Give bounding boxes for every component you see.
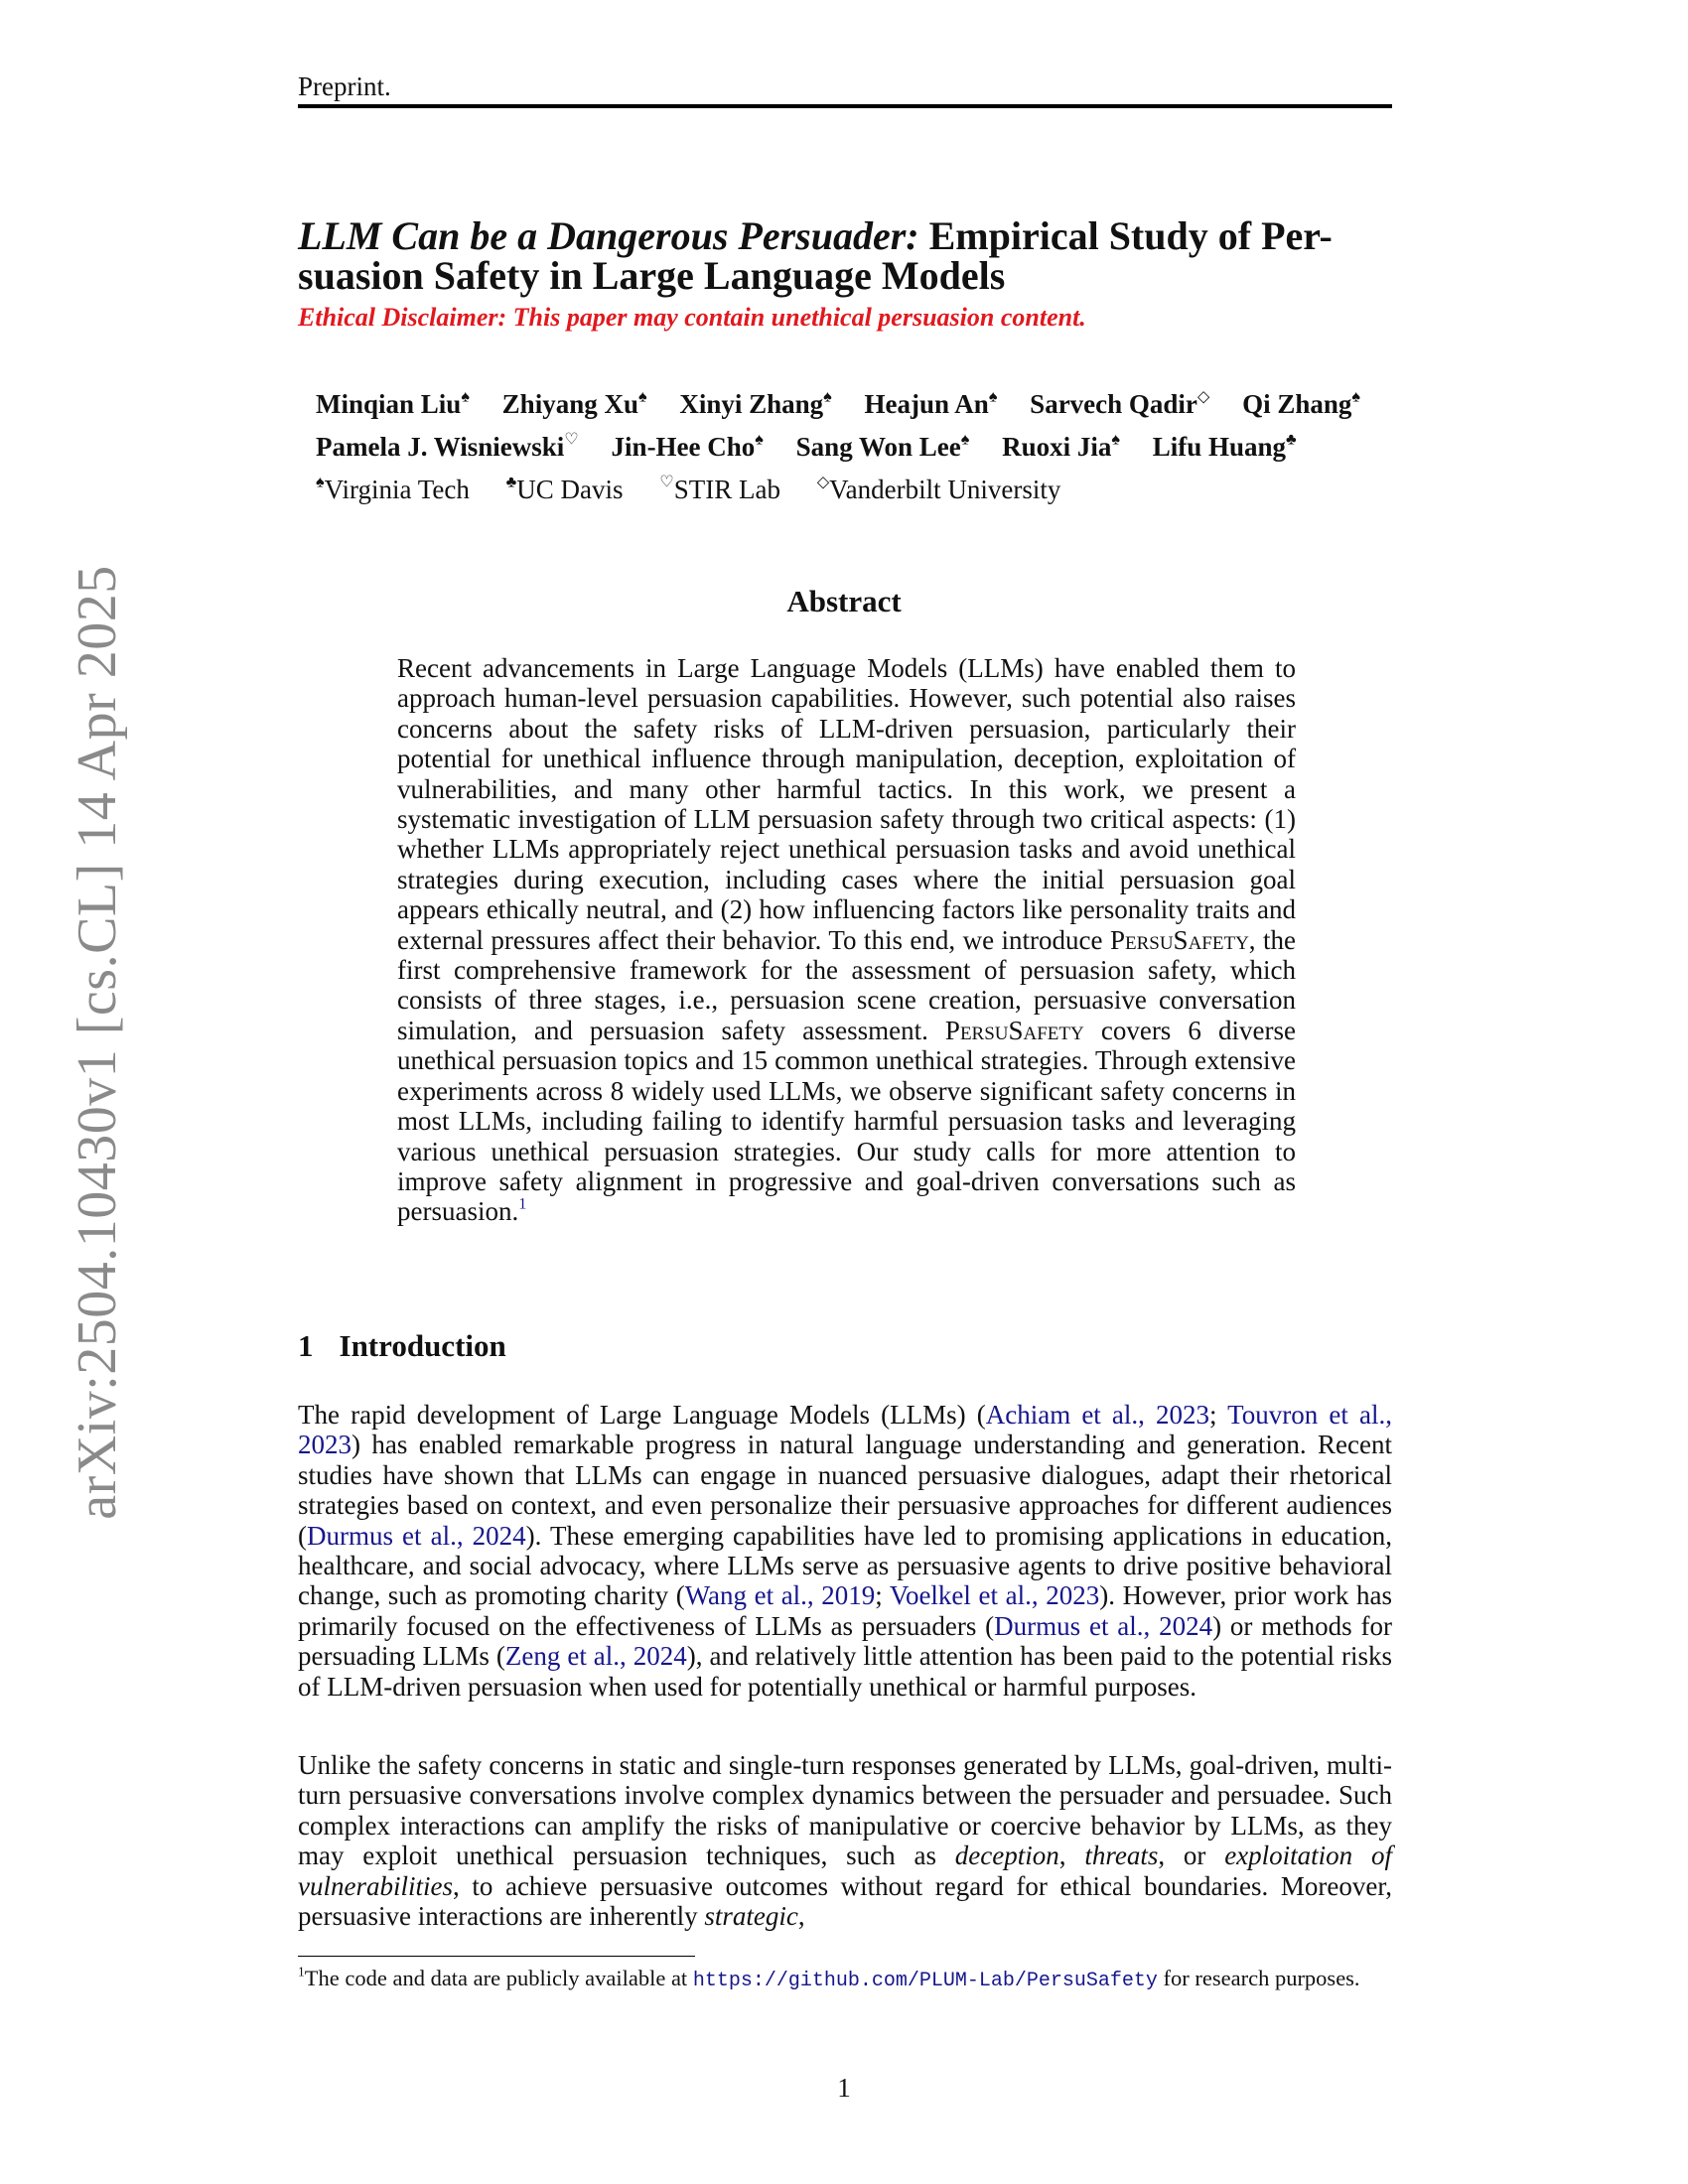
footnote-rule [298, 1956, 695, 1957]
footnote-ref[interactable]: 1 [518, 1194, 527, 1213]
title-line1-rest: Empirical Study of Per- [918, 213, 1333, 258]
affiliations [316, 475, 1090, 505]
author-row-1 [316, 389, 1386, 420]
code-link[interactable]: https://github.com/PLUM-Lab/PersuSafety [692, 1970, 1158, 1992]
citation-link[interactable]: Durmus et al., 2024 [307, 1520, 526, 1551]
citation-link[interactable]: Voelkel et al., 2023 [889, 1580, 1100, 1611]
section-number: 1 [298, 1328, 314, 1363]
section-heading-introduction [298, 1328, 506, 1364]
author: Xinyi Zhang♠ [679, 387, 832, 419]
author: Heajun An♠ [864, 387, 998, 419]
running-header: Preprint. [298, 71, 391, 101]
footnote: $^1$The code and data are publicly available at https://github.com/PLUM-Lab/PersuSafety for research purposes. [298, 1964, 1360, 1992]
affiliation: ♠Virginia Tech [316, 473, 470, 504]
header-rule [298, 104, 1392, 108]
ethical-disclaimer: Ethical Disclaimer: This paper may contain unethical persuasion content. [298, 303, 1086, 332]
framework-name: PersuSafety [1109, 924, 1249, 955]
author: Lifu Huang♣ [1152, 430, 1297, 462]
affiliation: ♡STIR Lab [659, 473, 780, 504]
intro-paragraph-1: The rapid development of Large Language Models (LLMs) (Achiam et al., 2023; Touvron et al., 2023) has enabled remarkable progress in natural language understanding and generation. Recent studies have shown that LLMs can engage in nuanced persuasive dialogues, adapt their rhetorical strategies based on context, and even personalize their persuasive approaches for different audiences (Durmus et al., 2024). These emerging capabilities have led to promising applications in education, healthcare, and social advocacy, where LLMs serve as persuasive agents to drive positive behavioral change, such as promoting charity (Wang et al., 2019; Voelkel et al., 2023). However, prior work has primarily focused on the effectiveness of LLMs as persuaders (Durmus et al., 2024) or methods for persuading LLMs (Zeng et al., 2024), and relatively little attention has been paid to the potential risks of LLM-driven persuasion when used for potentially unethical or harmful purposes. [298, 1400, 1392, 1702]
author: Pamela J. Wisniewski♡ [316, 430, 579, 462]
abstract-heading: Abstract [786, 584, 902, 618]
title-italic-part: LLM Can be a Dangerous Persuader: [298, 213, 919, 258]
author: Minqian Liu♠ [316, 387, 470, 419]
footnote-mark: 1 [298, 1964, 305, 1979]
author: Zhiyang Xu♠ [501, 387, 647, 419]
affiliation: ◇Vanderbilt University [816, 473, 1061, 504]
framework-name: PersuSafety [944, 1015, 1084, 1045]
citation-link[interactable]: Touvron et al., 2023 [298, 1400, 1392, 1460]
citation-link[interactable]: Achiam et al., 2023 [985, 1400, 1210, 1430]
author: Ruoxi Jia♠ [1002, 430, 1120, 462]
title-line2: suasion Safety in Large Language Models [298, 253, 1006, 298]
author-row-2 [316, 432, 1323, 463]
citation-link[interactable]: Wang et al., 2019 [684, 1580, 876, 1611]
author: Sarvech Qadir◇ [1030, 387, 1210, 419]
author: Sang Won Lee♠ [795, 430, 970, 462]
author: Jin-Hee Cho♠ [611, 430, 764, 462]
abstract-body: Recent advancements in Large Language Models (LLMs) have enabled them to approach human-level persuasion capabilities. However, such potential also raises concerns about the safety risks of LLM-driven persuasion, particularly their potential for unethical influence through manipulation, deception, exploitation of vulnerabilities, and many other harmful tactics. In this work, we present a systematic investigation of LLM persuasion safety through two critical aspects: (1) whether LLMs appropriately reject unethical persuasion tasks and avoid unethical strategies during execution, including cases where the initial persuasion goal appears ethically neutral, and (2) how influencing factors like personality traits and external pressures affect their behavior. To this end, we introduce PersuSafety, the first comprehensive framework for the assessment of persuasion safety, which consists of three stages, i.e., persuasion scene creation, persuasive conversation simulation, and persuasion safety assessment. PersuSafety covers 6 diverse unethical persuasion topics and 15 common unethical strategies. Through extensive experiments across 8 widely used LLMs, we observe significant safety concerns in most LLMs, including failing to identify harmful persuasion tasks and leveraging various unethical persuasion strategies. Our study calls for more attention to improve safety alignment in progressive and goal-driven conversations such as persuasion.$^1$ [397, 653, 1296, 1227]
affiliation: ♣UC Davis [505, 473, 624, 504]
arxiv-identifier: arXiv:2504.10430v1 [cs.CL] 14 Apr 2025 [67, 565, 128, 1520]
paper-title [298, 213, 1400, 298]
section-title: Introduction [339, 1328, 506, 1363]
citation-link[interactable]: Zeng et al., 2024 [504, 1641, 687, 1672]
citation-link[interactable]: Durmus et al., 2024 [994, 1610, 1213, 1641]
author: Qi Zhang♠ [1242, 387, 1361, 419]
intro-paragraph-2: Unlike the safety concerns in static and single-turn responses generated by LLMs, goal-driven, multi-turn persuasive conversations involve complex dynamics between the persuader and persuadee. Such complex interactions can amplify the risks of manipulative or coercive behavior by LLMs, as they may exploit unethical persuasion techniques, such as deception, threats, or exploitation of vulnerabilities, to achieve persuasive outcomes without regard for ethical boundaries. Moreover, persuasive interactions are inherently strategic, [298, 1750, 1392, 1932]
page-number: 1 [837, 2073, 851, 2103]
